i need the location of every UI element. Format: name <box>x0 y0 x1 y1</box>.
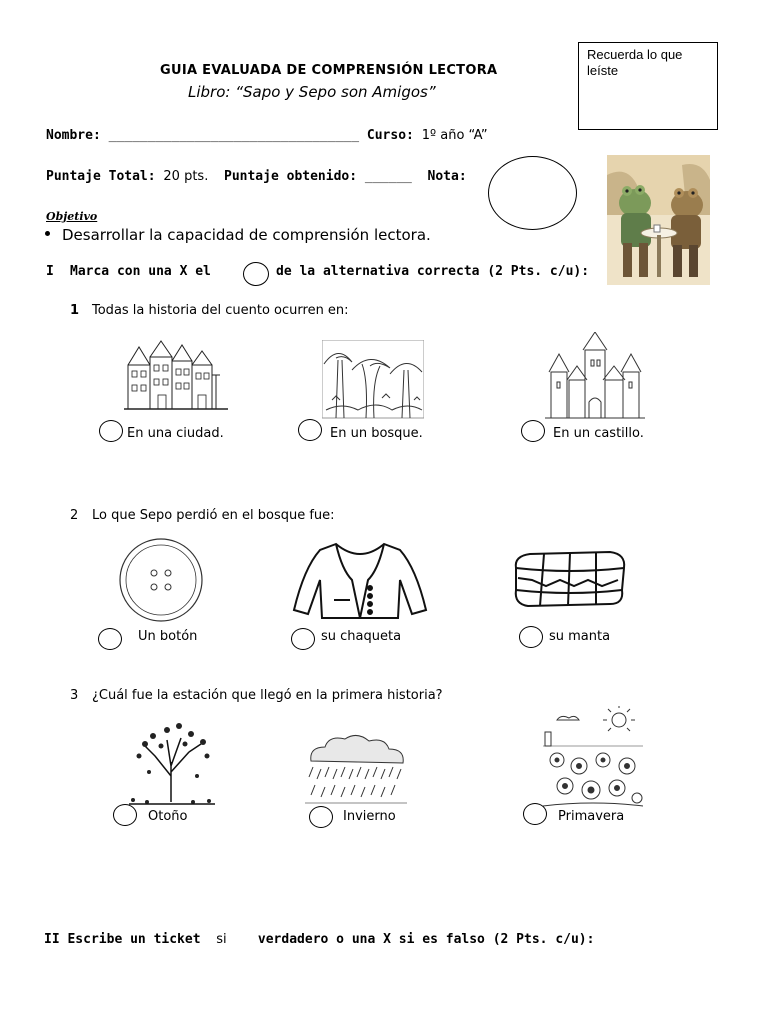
question-text: Lo que Sepo perdió en el bosque fue: <box>92 508 335 523</box>
question-number: 1 <box>70 303 80 318</box>
objective-label: Objetivo <box>46 210 98 223</box>
option-q3-c: Primavera <box>558 809 625 824</box>
answer-circle-q3-c[interactable] <box>523 803 547 825</box>
jacket-icon <box>290 540 430 624</box>
question-1 <box>70 303 349 318</box>
worksheet-title: GUIA EVALUADA DE COMPRENSIÓN LECTORA <box>160 63 498 78</box>
section-1-instruction-before: Marca con una X el <box>70 264 211 279</box>
question-text: ¿Cuál fue la estación que llegó en la primera historia? <box>92 688 443 703</box>
score-obtained-label: Puntaje obtenido: <box>224 169 358 184</box>
section-1-numeral: I <box>46 264 54 279</box>
answer-circle-q2-c[interactable] <box>519 626 543 648</box>
name-label: Nombre: <box>46 128 101 143</box>
option-q2-c: su manta <box>549 629 611 644</box>
option-q1-b: En un bosque. <box>330 426 423 441</box>
answer-circle-q3-a[interactable] <box>113 804 137 826</box>
section-2-numeral: II <box>44 932 60 947</box>
section-2-text-mid: si <box>216 932 227 947</box>
answer-circle-q1-c[interactable] <box>521 420 545 442</box>
option-q3-a: Otoño <box>148 809 188 824</box>
forest-icon <box>322 340 424 424</box>
option-q2-b: su chaqueta <box>321 629 402 644</box>
grade-oval[interactable] <box>488 156 577 230</box>
score-total-label: Puntaje Total: <box>46 169 156 184</box>
question-number: 2 <box>70 508 79 523</box>
rain-cloud-icon <box>305 733 407 809</box>
castle-icon <box>545 332 645 424</box>
bullet-icon <box>45 231 50 236</box>
answer-circle-q2-a[interactable] <box>98 628 122 650</box>
question-text: Todas la historia del cuento ocurren en: <box>92 303 349 318</box>
answer-circle-q1-b[interactable] <box>298 419 322 441</box>
blanket-icon <box>510 546 630 614</box>
grade-label: Nota: <box>427 169 467 184</box>
question-2 <box>70 508 335 523</box>
score-obtained-blank[interactable]: ______ <box>364 169 412 184</box>
objective-item <box>45 226 431 244</box>
name-row <box>46 128 488 143</box>
answer-circle-q1-a[interactable] <box>99 420 123 442</box>
score-row <box>46 169 467 184</box>
answer-circle-q3-b[interactable] <box>309 806 333 828</box>
section-2-text-before: Escribe un ticket <box>67 932 201 947</box>
autumn-tree-icon <box>127 716 217 810</box>
section-1-instruction-after: de la alternativa correcta (2 Pts. c/u): <box>276 264 590 279</box>
question-number: 3 <box>70 688 79 703</box>
course-value: 1º año “A” <box>421 128 488 143</box>
instruction-circle-icon <box>243 262 269 286</box>
option-q2-a: Un botón <box>138 629 198 644</box>
book-title: Libro: “Sapo y Sepo son Amigos” <box>188 83 436 101</box>
question-3 <box>70 688 443 703</box>
city-buildings-icon <box>124 335 230 419</box>
option-q1-a: En una ciudad. <box>127 426 224 441</box>
course-label: Curso: <box>366 128 414 143</box>
option-q1-c: En un castillo. <box>553 426 644 441</box>
button-icon <box>118 537 204 627</box>
name-blank[interactable]: ________________________________ <box>108 128 360 143</box>
remember-box: Recuerda lo que leíste <box>578 42 718 130</box>
objective-text: Desarrollar la capacidad de comprensión lectora. <box>62 226 431 244</box>
option-q3-b: Invierno <box>343 809 396 824</box>
score-total-value: 20 pts. <box>163 169 209 184</box>
flowers-sun-icon <box>543 706 643 814</box>
section-2-text-after: verdadero o una X si es falso (2 Pts. c/u): <box>257 932 595 947</box>
answer-circle-q2-b[interactable] <box>291 628 315 650</box>
section-2-heading <box>44 932 594 947</box>
frog-and-toad-illustration <box>607 155 710 285</box>
